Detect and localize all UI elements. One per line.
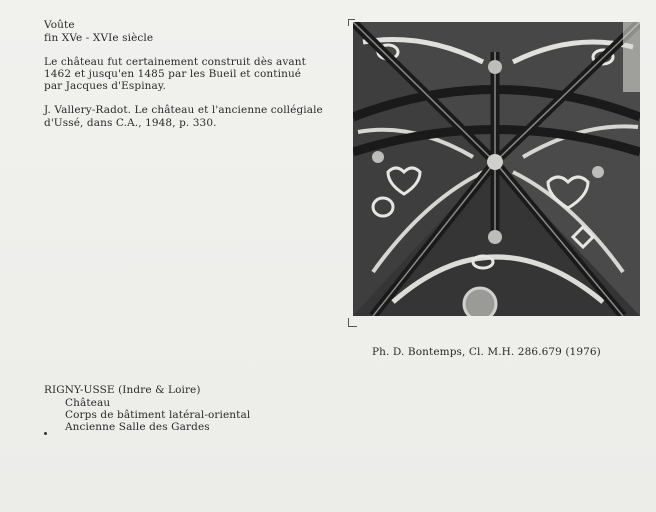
location-part: Corps de bâtiment latéral-oriental (65, 409, 251, 421)
vault-photograph (353, 22, 640, 316)
location-room: Ancienne Salle des Gardes (65, 421, 210, 433)
subject-label: Voûte (44, 19, 75, 31)
reference-line: d'Ussé, dans C.A., 1948, p. 330. (44, 117, 217, 129)
photo-frame (349, 20, 640, 318)
photo-credit: Ph. D. Bontemps, Cl. M.H. 286.679 (1976) (372, 346, 601, 358)
crop-mark (348, 318, 357, 327)
reference-line: J. Vallery-Radot. Le château et l'ancienne collégiale (44, 104, 323, 116)
description-line: Le château fut certainement construit dès avant (44, 56, 306, 68)
bullet-mark (44, 432, 47, 435)
description-line: par Jacques d'Espinay. (44, 80, 166, 92)
date-label: fin XVe - XVIe siècle (44, 32, 154, 44)
location-building: Château (65, 397, 111, 409)
location-place: RIGNY-USSE (Indre & Loire) (44, 384, 201, 396)
vault-image (353, 22, 640, 316)
description-line: 1462 et jusqu'en 1485 par les Bueil et continué (44, 68, 302, 80)
